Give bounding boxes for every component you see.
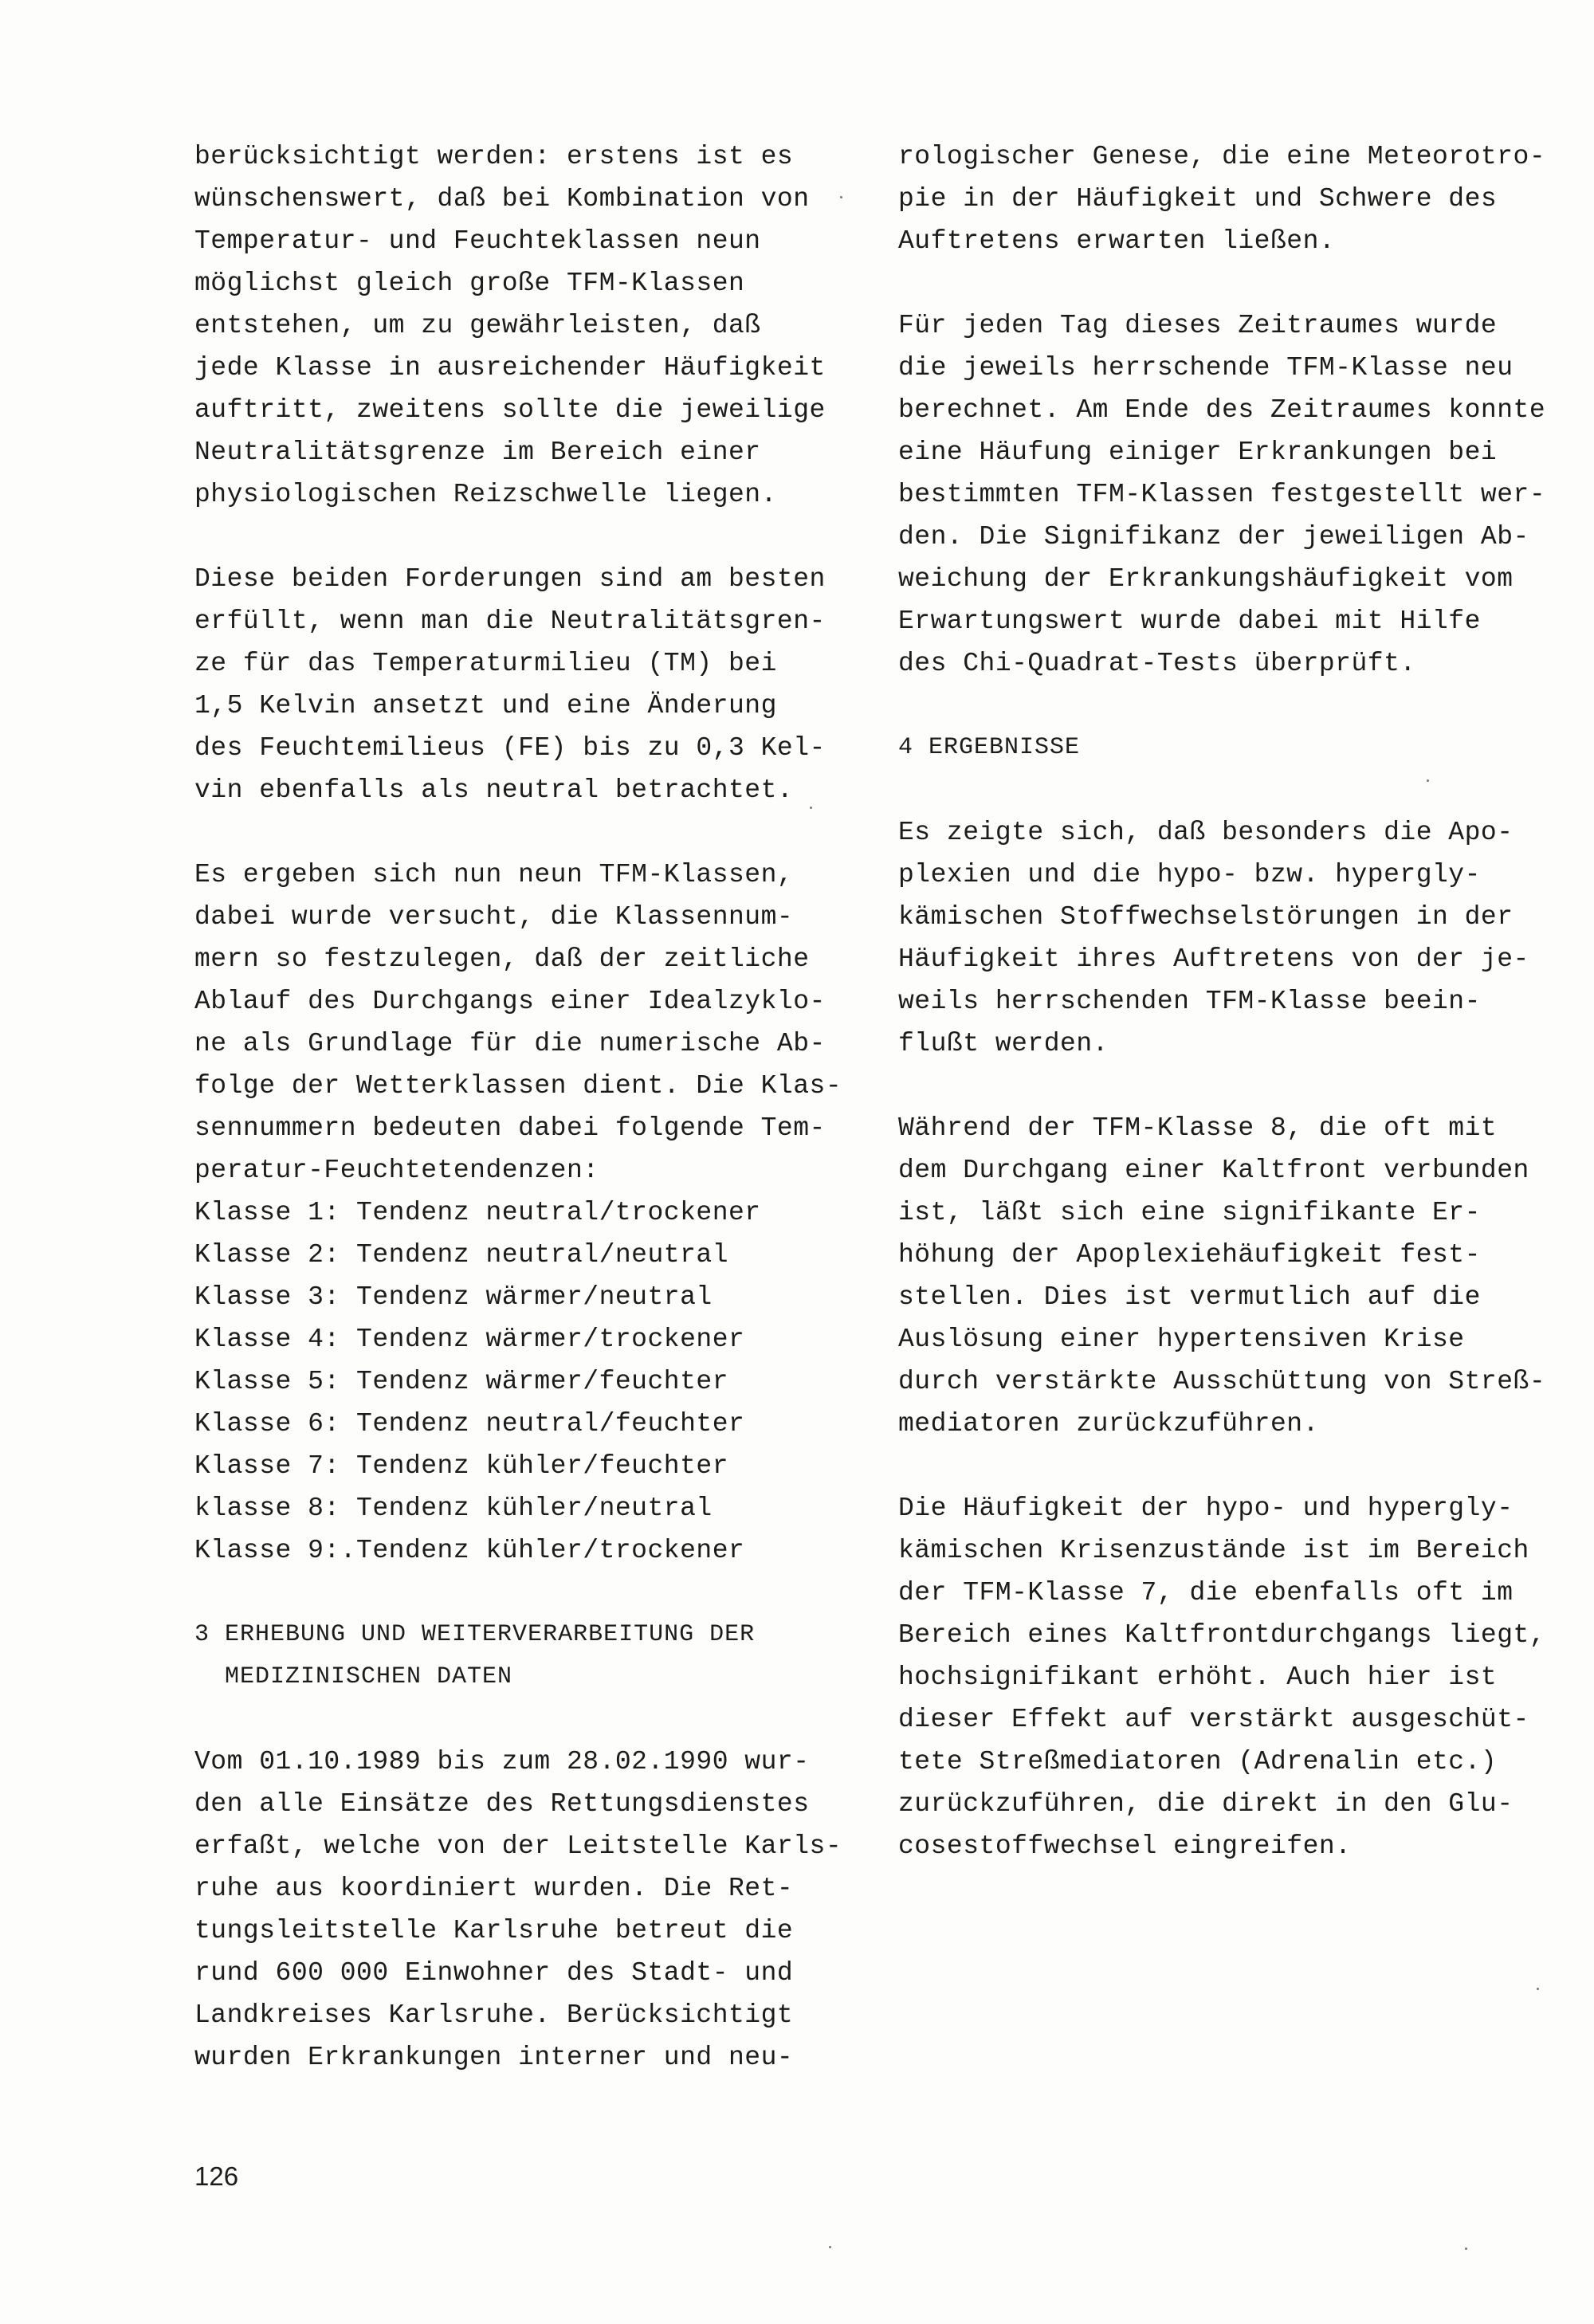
text-line: sennummern bedeuten dabei folgende Tem-: [194, 1113, 826, 1143]
text-line: entstehen, um zu gewährleisten, daß: [194, 311, 761, 340]
class-list-item: Klasse 3: Tendenz wärmer/neutral: [194, 1282, 713, 1312]
text-line: mediatoren zurückzuführen.: [898, 1409, 1319, 1439]
section-heading: [194, 1614, 856, 1698]
class-list-item: Klasse 9:.Tendenz kühler/trockener: [194, 1536, 745, 1565]
text-line: die jeweils herrschende TFM-Klasse neu: [898, 353, 1514, 383]
paragraph-gap: [898, 262, 1568, 304]
text-line: ist, läßt sich eine signifikante Er-: [898, 1198, 1481, 1227]
page-number: 126: [194, 2161, 239, 2191]
text-line: den alle Einsätze des Rettungsdienstes: [194, 1789, 810, 1819]
paragraph: [898, 811, 1568, 1065]
class-list: [194, 1191, 856, 1572]
text-line: Temperatur- und Feuchteklassen neun: [194, 226, 761, 256]
paragraph-gap: [898, 769, 1568, 811]
scan-speck: [840, 196, 842, 198]
text-line: berücksichtigt werden: erstens ist es: [194, 142, 794, 171]
text-line: Es zeigte sich, daß besonders die Apo-: [898, 818, 1514, 847]
scan-speck: [1465, 2247, 1467, 2250]
text-line: rologischer Genese, die eine Meteorotro-: [898, 142, 1546, 171]
scan-speck: [1537, 1988, 1539, 1990]
text-line: des Chi-Quadrat-Tests überprüft.: [898, 649, 1416, 678]
text-line: ruhe aus koordiniert wurden. Die Ret-: [194, 1874, 794, 1903]
text-line: wünschenswert, daß bei Kombination von: [194, 184, 810, 214]
text-line: berechnet. Am Ende des Zeitraumes konnte: [898, 395, 1546, 425]
section-heading-line: 3 ERHEBUNG UND WEITERVERARBEITUNG DER: [194, 1621, 756, 1648]
class-list-item: Klasse 6: Tendenz neutral/feuchter: [194, 1409, 745, 1439]
text-line: folge der Wetterklassen dient. Die Klas-: [194, 1071, 842, 1101]
class-list-item: Klasse 1: Tendenz neutral/trockener: [194, 1198, 761, 1227]
text-line: kämischen Stoffwechselstörungen in der: [898, 902, 1514, 932]
text-line: Neutralitätsgrenze im Bereich einer: [194, 438, 761, 467]
class-list-item: Klasse 4: Tendenz wärmer/trockener: [194, 1325, 745, 1354]
scan-speck: [1427, 779, 1429, 782]
text-line: Ablauf des Durchgangs einer Idealzyklo-: [194, 987, 826, 1016]
paragraph: [898, 304, 1568, 685]
text-line: höhung der Apoplexiehäufigkeit fest-: [898, 1240, 1481, 1270]
text-line: Auslösung einer hypertensiven Krise: [898, 1325, 1465, 1354]
scan-speck: [829, 2246, 831, 2248]
text-line: ne als Grundlage für die numerische Ab-: [194, 1029, 826, 1058]
text-line: flußt werden.: [898, 1029, 1109, 1058]
paragraph: [194, 1741, 856, 2079]
text-line: peratur-Feuchtetendenzen:: [194, 1156, 599, 1185]
text-line: Erwartungswert wurde dabei mit Hilfe: [898, 607, 1481, 636]
text-line: rund 600 000 Einwohner des Stadt- und: [194, 1958, 794, 1988]
text-line: tete Streßmediatoren (Adrenalin etc.): [898, 1747, 1498, 1776]
text-line: pie in der Häufigkeit und Schwere des: [898, 184, 1498, 214]
text-line: tungsleitstelle Karlsruhe betreut die: [194, 1916, 794, 1945]
left-column: [194, 135, 856, 2079]
paragraph: [194, 135, 856, 516]
paragraph-gap: [194, 811, 856, 854]
text-line: physiologischen Reizschwelle liegen.: [194, 480, 777, 509]
text-line: eine Häufung einiger Erkrankungen bei: [898, 438, 1498, 467]
paragraph: [194, 558, 856, 811]
scan-speck: [810, 807, 812, 809]
text-line: den. Die Signifikanz der jeweiligen Ab-: [898, 522, 1529, 552]
text-line: der TFM-Klasse 7, die ebenfalls oft im: [898, 1578, 1514, 1608]
paragraph-gap: [898, 1445, 1568, 1487]
text-line: stellen. Dies ist vermutlich auf die: [898, 1282, 1481, 1312]
text-line: Landkreises Karlsruhe. Berücksichtigt: [194, 2000, 794, 2030]
text-line: wurden Erkrankungen interner und neu-: [194, 2043, 794, 2072]
text-line: Vom 01.10.1989 bis zum 28.02.1990 wur-: [194, 1747, 810, 1776]
text-line: Die Häufigkeit der hypo- und hypergly-: [898, 1494, 1514, 1523]
text-line: des Feuchtemilieus (FE) bis zu 0,3 Kel-: [194, 733, 826, 763]
section-heading-line: MEDIZINISCHEN DATEN: [194, 1663, 513, 1690]
text-line: mern so festzulegen, daß der zeitliche: [194, 944, 810, 974]
text-line: jede Klasse in ausreichender Häufigkeit: [194, 353, 826, 383]
text-line: ze für das Temperaturmilieu (TM) bei: [194, 649, 777, 678]
section-heading: 4 ERGEBNISSE: [898, 734, 1081, 761]
text-line: dieser Effekt auf verstärkt ausgeschüt-: [898, 1705, 1529, 1734]
text-line: durch verstärkte Ausschüttung von Streß-: [898, 1367, 1546, 1396]
class-list-item: Klasse 2: Tendenz neutral/neutral: [194, 1240, 729, 1270]
text-line: bestimmten TFM-Klassen festgestellt wer-: [898, 480, 1546, 509]
text-line: weils herrschenden TFM-Klasse beein-: [898, 987, 1481, 1016]
text-line: dabei wurde versucht, die Klassennum-: [194, 902, 794, 932]
paragraph-gap: [194, 1572, 856, 1614]
text-line: plexien und die hypo- bzw. hypergly-: [898, 860, 1481, 889]
text-line: zurückzuführen, die direkt in den Glu-: [898, 1789, 1514, 1819]
text-line: Diese beiden Forderungen sind am besten: [194, 564, 826, 594]
text-line: dem Durchgang einer Kaltfront verbunden: [898, 1156, 1529, 1185]
paragraph-gap: [898, 685, 1568, 727]
paragraph-gap: [194, 1698, 856, 1741]
class-list-item: klasse 8: Tendenz kühler/neutral: [194, 1494, 713, 1523]
text-line: möglichst gleich große TFM-Klassen: [194, 269, 745, 298]
text-line: vin ebenfalls als neutral betrachtet.: [194, 775, 794, 805]
class-list-item: Klasse 5: Tendenz wärmer/feuchter: [194, 1367, 729, 1396]
text-line: auftritt, zweitens sollte die jeweilige: [194, 395, 826, 425]
paragraph: [194, 854, 856, 1191]
paragraph-gap: [194, 516, 856, 558]
paragraph-gap: [898, 1065, 1568, 1107]
text-line: Während der TFM-Klasse 8, die oft mit: [898, 1113, 1498, 1143]
text-line: Auftretens erwarten ließen.: [898, 226, 1336, 256]
text-line: hochsignifikant erhöht. Auch hier ist: [898, 1663, 1498, 1692]
text-line: weichung der Erkrankungshäufigkeit vom: [898, 564, 1514, 594]
text-line: Für jeden Tag dieses Zeitraumes wurde: [898, 311, 1498, 340]
text-line: Häufigkeit ihres Auftretens von der je-: [898, 944, 1529, 974]
text-line: erfaßt, welche von der Leitstelle Karls-: [194, 1831, 842, 1861]
right-column: [898, 135, 1568, 1867]
text-line: kämischen Krisenzustände ist im Bereich: [898, 1536, 1529, 1565]
text-line: erfüllt, wenn man die Neutralitätsgren-: [194, 607, 826, 636]
text-line: Es ergeben sich nun neun TFM-Klassen,: [194, 860, 794, 889]
paragraph: [898, 135, 1568, 262]
paragraph: [898, 1487, 1568, 1867]
text-line: Bereich eines Kaltfrontdurchgangs liegt,: [898, 1620, 1546, 1650]
text-line: cosestoffwechsel eingreifen.: [898, 1831, 1352, 1861]
text-line: 1,5 Kelvin ansetzt und eine Änderung: [194, 691, 777, 720]
class-list-item: Klasse 7: Tendenz kühler/feuchter: [194, 1451, 729, 1481]
paragraph: [898, 1107, 1568, 1445]
